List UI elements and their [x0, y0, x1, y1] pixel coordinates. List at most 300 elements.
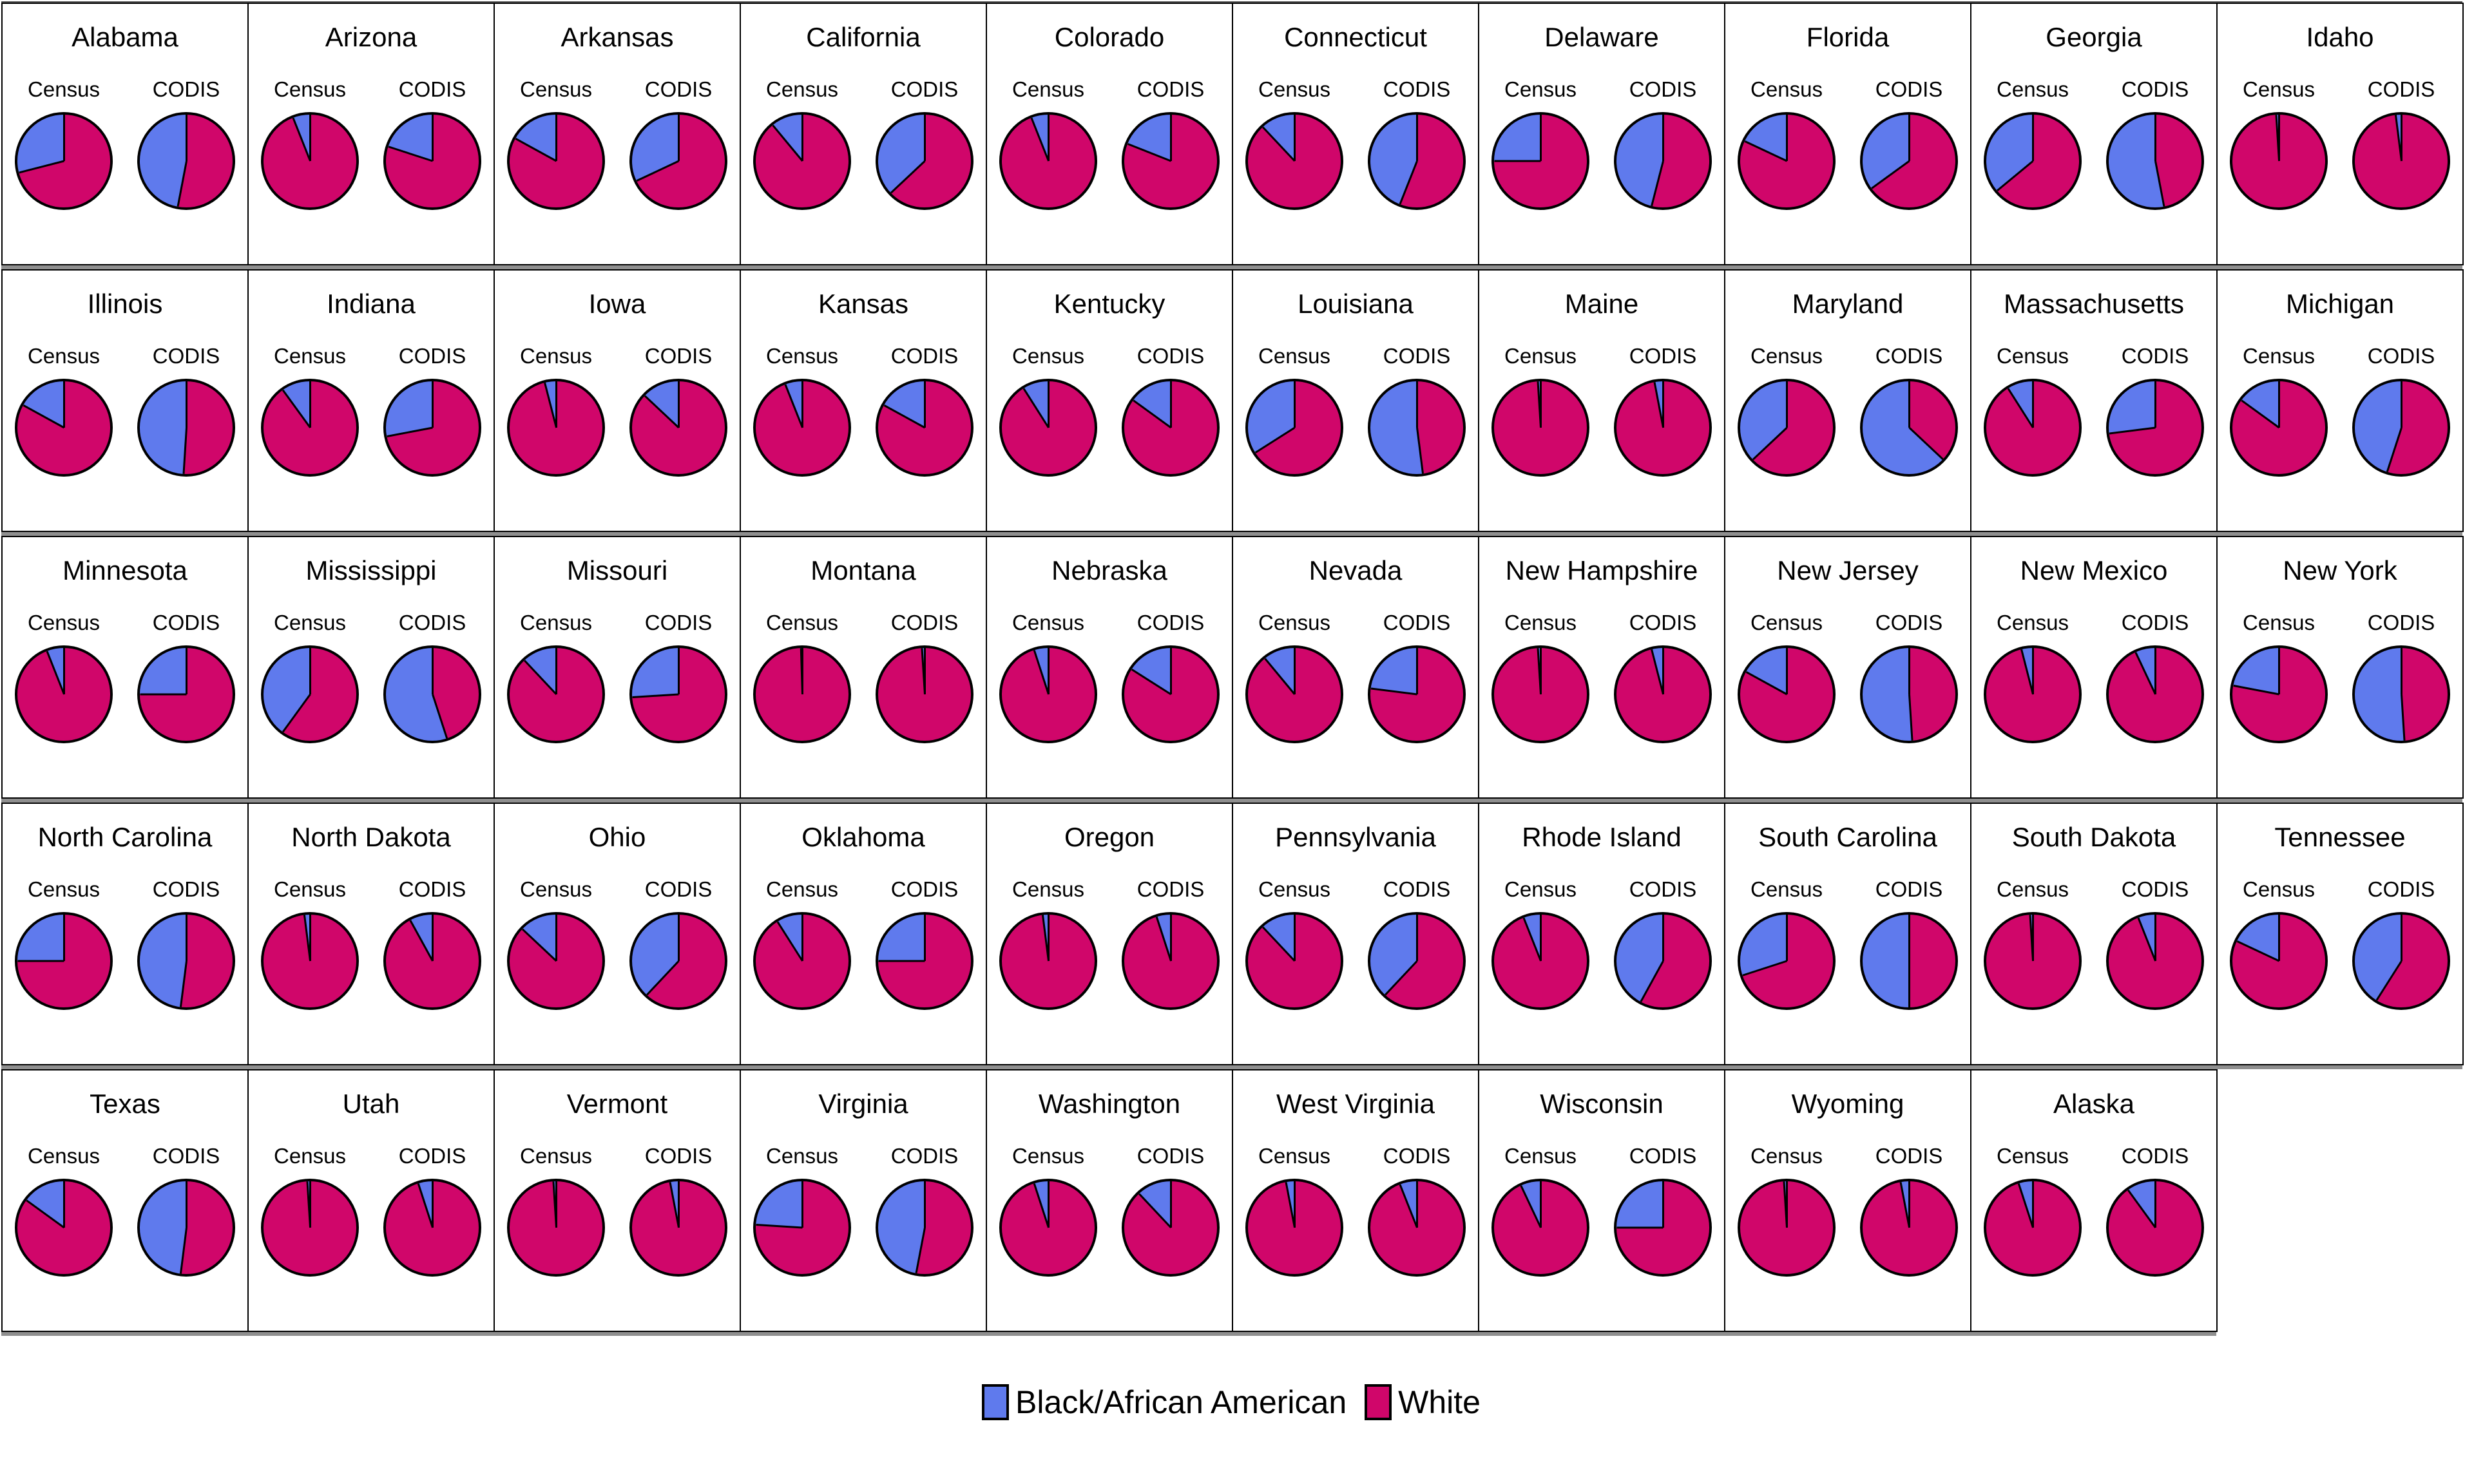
codis-pie-slot — [1602, 1179, 1724, 1277]
census-pie — [261, 379, 359, 477]
census-pie-slot — [3, 379, 125, 477]
slice-boundary-top — [924, 915, 926, 961]
census-pie — [15, 912, 113, 1010]
slice-boundary — [1262, 126, 1295, 162]
codis-label: CODIS — [644, 344, 713, 368]
state-title: Pennsylvania — [1275, 822, 1436, 852]
pie-pair-labels — [741, 77, 986, 102]
codis-label: CODIS — [1136, 1144, 1205, 1168]
state-cell-north-dakota — [247, 803, 495, 1065]
codis-pie — [1122, 1179, 1220, 1277]
census-pie — [1491, 112, 1589, 210]
census-pie-slot — [3, 1179, 125, 1277]
census-pie — [1491, 645, 1589, 743]
slice-boundary-top — [1908, 115, 1910, 161]
census-label: Census — [766, 611, 838, 634]
codis-pie — [629, 112, 727, 210]
codis-label: CODIS — [1383, 344, 1451, 368]
census-pie — [1245, 645, 1343, 743]
pie-pair — [1971, 379, 2216, 477]
census-pie-slot — [1725, 112, 1848, 210]
codis-label: CODIS — [2367, 877, 2435, 901]
pie-pair — [1233, 645, 1478, 743]
slice-boundary-top — [801, 915, 803, 961]
codis-pie — [1614, 379, 1712, 477]
state-cell-oklahoma — [740, 803, 987, 1065]
slice-boundary — [26, 1199, 64, 1228]
pie-pair-labels — [1971, 77, 2216, 102]
state-cell-alabama — [1, 3, 249, 265]
state-title: Arizona — [325, 22, 417, 52]
grid-row — [1, 536, 2462, 803]
slice-boundary-top — [186, 915, 187, 961]
codis-pie — [1368, 379, 1466, 477]
pie-pair-labels — [1725, 77, 1970, 102]
pie-pair-labels — [3, 1144, 247, 1168]
census-label: Census — [274, 877, 346, 901]
census-pie — [999, 1179, 1097, 1277]
pie-pair-labels — [1971, 344, 2216, 368]
codis-label: CODIS — [1875, 77, 1943, 101]
slice-boundary — [883, 404, 925, 428]
state-title: Wyoming — [1791, 1089, 1904, 1119]
slice-boundary-top — [432, 381, 434, 428]
slice-boundary-top — [63, 1181, 65, 1228]
pie-pair — [1233, 112, 1478, 210]
codis-label: CODIS — [890, 1144, 959, 1168]
slice-boundary — [2134, 652, 2156, 694]
slice-boundary-top — [1416, 648, 1418, 694]
slice-boundary — [644, 395, 679, 428]
codis-pie-slot — [125, 1179, 247, 1277]
state-title: Indiana — [327, 289, 416, 319]
slice-boundary — [1416, 428, 1424, 474]
slice-boundary — [890, 160, 925, 193]
pie-pair-labels — [3, 344, 247, 368]
slice-boundary — [772, 125, 803, 162]
codis-pie — [629, 645, 727, 743]
state-cell-arkansas — [494, 3, 741, 265]
pie-pair-labels — [741, 877, 986, 902]
slice-boundary-top — [186, 381, 187, 428]
codis-label: CODIS — [1136, 611, 1205, 634]
codis-pie-slot — [1356, 379, 1478, 477]
census-label: Census — [1997, 77, 2069, 101]
slice-boundary — [2127, 1190, 2156, 1228]
census-label: Census — [520, 611, 592, 634]
pie-pair — [1971, 112, 2216, 210]
census-pie-slot — [1971, 912, 2094, 1010]
slice-boundary — [179, 1228, 187, 1274]
slice-boundary — [1745, 671, 1787, 695]
slice-boundary — [1030, 118, 1049, 162]
codis-pie-slot — [371, 912, 494, 1010]
slice-boundary — [2154, 161, 2165, 207]
codis-pie-slot — [2094, 912, 2216, 1010]
slice-boundary — [1908, 961, 1910, 1007]
census-label: Census — [28, 1144, 100, 1168]
census-pie — [753, 1179, 851, 1277]
pie-pair — [1233, 379, 1478, 477]
slice-boundary — [1138, 1193, 1171, 1228]
slice-boundary-top — [2154, 648, 2156, 694]
codis-label: CODIS — [890, 344, 959, 368]
state-cell-iowa — [494, 269, 741, 532]
census-label: Census — [766, 344, 838, 368]
codis-pie-slot — [1109, 379, 1232, 477]
census-pie — [507, 645, 605, 743]
census-pie-slot — [1233, 112, 1356, 210]
codis-pie-slot — [371, 112, 494, 210]
pie-pair — [3, 912, 247, 1010]
slice-boundary — [1651, 161, 1664, 206]
slice-boundary-top — [2401, 648, 2402, 694]
census-pie — [15, 379, 113, 477]
slice-boundary-top — [1540, 915, 1542, 961]
slice-boundary — [1522, 918, 1541, 962]
codis-pie-slot — [1848, 912, 1970, 1010]
census-label: Census — [520, 1144, 592, 1168]
slice-boundary-top — [2154, 1181, 2156, 1228]
codis-pie — [876, 912, 973, 1010]
slice-boundary-top — [678, 648, 680, 694]
codis-label: CODIS — [398, 877, 466, 901]
state-title: New Hampshire — [1505, 555, 1698, 585]
codis-pie-slot — [371, 645, 494, 743]
slice-boundary-top — [1908, 381, 1910, 428]
slice-boundary — [23, 404, 64, 428]
slice-boundary — [387, 427, 432, 437]
census-label: Census — [2243, 344, 2315, 368]
pie-pair — [741, 112, 986, 210]
census-pie — [1984, 1179, 2082, 1277]
slice-boundary — [2109, 427, 2155, 435]
codis-label: CODIS — [1629, 611, 1697, 634]
state-title: Wisconsin — [1540, 1089, 1664, 1119]
codis-pie — [876, 112, 973, 210]
census-pie-slot — [741, 112, 863, 210]
slice-boundary-top — [432, 648, 434, 694]
state-title: Maine — [1564, 289, 1639, 319]
slice-boundary-top — [924, 1181, 926, 1228]
state-title: Illinois — [87, 289, 163, 319]
pie-pair-labels — [1233, 77, 1478, 102]
pie-pair — [3, 379, 247, 477]
census-pie-slot — [1971, 112, 2094, 210]
codis-label: CODIS — [890, 611, 959, 634]
codis-label: CODIS — [644, 1144, 713, 1168]
slice-boundary — [17, 960, 64, 962]
codis-label: CODIS — [644, 877, 713, 901]
census-pie-slot — [1233, 379, 1356, 477]
legend-label-black-african-american: Black/African American — [1015, 1384, 1347, 1420]
codis-label: CODIS — [398, 77, 466, 101]
slice-boundary — [1616, 1227, 1663, 1229]
slice-boundary-top — [63, 648, 65, 694]
slice-boundary — [1640, 960, 1664, 1002]
state-cell-south-dakota — [1970, 803, 2218, 1065]
codis-pie-slot — [1602, 912, 1724, 1010]
state-cell-montana — [740, 536, 987, 799]
pie-pair-labels — [1479, 1144, 1724, 1168]
state-pie-grid — [1, 1, 2462, 1336]
pie-pair-labels — [249, 611, 494, 635]
slice-boundary-top — [801, 1181, 803, 1228]
slice-boundary-top — [2278, 381, 2280, 428]
codis-pie — [876, 1179, 973, 1277]
pie-pair-labels — [741, 344, 986, 368]
codis-label: CODIS — [2121, 611, 2189, 634]
state-cell-wisconsin — [1478, 1069, 1725, 1332]
codis-label: CODIS — [152, 1144, 220, 1168]
state-title: Michigan — [2285, 289, 2395, 319]
state-cell-indiana — [247, 269, 495, 532]
state-title: Nebraska — [1051, 555, 1167, 585]
pie-pair-labels — [1479, 344, 1724, 368]
codis-pie — [1122, 912, 1220, 1010]
census-pie — [1491, 1179, 1589, 1277]
census-pie-slot — [495, 112, 617, 210]
census-pie — [999, 645, 1097, 743]
census-pie-slot — [987, 645, 1109, 743]
codis-label: CODIS — [2121, 877, 2189, 901]
slice-boundary — [140, 694, 186, 696]
state-title: Alabama — [72, 22, 178, 52]
census-pie-slot — [1971, 379, 2094, 477]
slice-boundary-top — [2154, 115, 2156, 161]
chart-legend — [0, 1384, 2474, 1421]
codis-pie-slot — [2094, 1179, 2216, 1277]
slice-boundary-top — [432, 915, 434, 961]
codis-label: CODIS — [398, 611, 466, 634]
codis-pie-slot — [371, 379, 494, 477]
slice-boundary-top — [678, 381, 680, 428]
state-title: Minnesota — [62, 555, 187, 585]
state-title: Montana — [810, 555, 916, 585]
census-label: Census — [28, 877, 100, 901]
codis-pie — [1860, 645, 1958, 743]
codis-pie-slot — [1356, 645, 1478, 743]
codis-pie-slot — [1356, 912, 1478, 1010]
pie-pair — [1479, 112, 1724, 210]
codis-pie-slot — [1109, 912, 1232, 1010]
state-cell-virginia — [740, 1069, 987, 1332]
census-pie-slot — [2218, 912, 2340, 1010]
codis-pie-slot — [863, 645, 986, 743]
codis-pie-slot — [617, 379, 740, 477]
state-title: New Mexico — [2020, 555, 2168, 585]
codis-label: CODIS — [1136, 877, 1205, 901]
census-pie-slot — [1725, 1179, 1848, 1277]
state-title: Virginia — [818, 1089, 908, 1119]
codis-label: CODIS — [2121, 344, 2189, 368]
census-pie-slot — [1971, 645, 2094, 743]
census-pie — [2230, 379, 2328, 477]
slice-boundary-top — [1170, 915, 1172, 961]
census-pie-slot — [495, 912, 617, 1010]
pie-pair-labels — [2218, 77, 2462, 102]
slice-boundary — [2375, 960, 2402, 1000]
codis-pie — [2106, 1179, 2204, 1277]
state-title: Vermont — [566, 1089, 668, 1119]
codis-pie — [1122, 112, 1220, 210]
pie-pair-labels — [1725, 1144, 1970, 1168]
codis-pie — [629, 912, 727, 1010]
census-pie-slot — [1479, 1179, 1602, 1277]
census-pie — [507, 1179, 605, 1277]
codis-pie-slot — [1602, 379, 1724, 477]
census-pie-slot — [741, 379, 863, 477]
census-pie-slot — [2218, 112, 2340, 210]
census-label: Census — [1012, 1144, 1084, 1168]
slice-boundary — [1131, 669, 1171, 695]
census-pie-slot — [495, 645, 617, 743]
slice-boundary — [182, 428, 187, 474]
codis-label: CODIS — [2121, 77, 2189, 101]
state-cell-georgia — [1970, 3, 2218, 265]
codis-pie-slot — [1848, 379, 1970, 477]
state-title: West Virginia — [1276, 1089, 1435, 1119]
codis-pie-slot — [1109, 1179, 1232, 1277]
codis-pie — [137, 112, 235, 210]
slice-boundary — [521, 929, 557, 962]
codis-pie-slot — [1848, 645, 1970, 743]
state-cell-new-york — [2216, 536, 2464, 799]
slice-boundary — [636, 160, 678, 182]
census-pie — [261, 645, 359, 743]
codis-label: CODIS — [2121, 1144, 2189, 1168]
census-pie — [1738, 912, 1836, 1010]
state-cell-idaho — [2216, 3, 2464, 265]
census-label: Census — [1012, 344, 1084, 368]
census-pie-slot — [249, 1179, 371, 1277]
state-cell-oregon — [986, 803, 1233, 1065]
slice-boundary-top — [1540, 1181, 1542, 1228]
slice-boundary-top — [63, 115, 65, 161]
census-pie — [15, 645, 113, 743]
slice-boundary — [388, 146, 432, 162]
slice-boundary-top — [63, 381, 65, 428]
slice-boundary — [46, 651, 64, 695]
grid-row — [1, 1069, 2216, 1336]
state-cell-california — [740, 3, 987, 265]
slice-boundary-top — [186, 1181, 187, 1228]
census-pie-slot — [2218, 645, 2340, 743]
slice-boundary-top — [1416, 915, 1418, 961]
pie-pair — [987, 645, 1232, 743]
census-pie — [1738, 1179, 1836, 1277]
census-label: Census — [274, 77, 346, 101]
census-pie-slot — [1479, 379, 1602, 477]
codis-pie — [629, 1179, 727, 1277]
pie-pair-labels — [3, 877, 247, 902]
codis-label: CODIS — [152, 77, 220, 101]
state-cell-illinois — [1, 269, 249, 532]
census-label: Census — [1258, 611, 1330, 634]
legend-swatch-white — [1365, 1384, 1392, 1420]
pie-pair — [249, 645, 494, 743]
codis-pie-slot — [617, 912, 740, 1010]
codis-pie — [2352, 379, 2450, 477]
codis-label: CODIS — [2367, 611, 2435, 634]
state-cell-michigan — [2216, 269, 2464, 532]
slice-boundary-top — [309, 648, 311, 694]
codis-label: CODIS — [1629, 344, 1697, 368]
state-cell-kentucky — [986, 269, 1233, 532]
census-pie — [1491, 912, 1589, 1010]
codis-pie-slot — [617, 645, 740, 743]
census-label: Census — [274, 611, 346, 634]
state-cell-delaware — [1478, 3, 1725, 265]
pie-pair — [987, 912, 1232, 1010]
slice-boundary — [2007, 388, 2033, 428]
census-pie — [507, 379, 605, 477]
state-title: Alaska — [2053, 1089, 2135, 1119]
census-pie — [1491, 379, 1589, 477]
slice-boundary-top — [1786, 381, 1788, 428]
census-pie — [1245, 1179, 1343, 1277]
state-title: Utah — [342, 1089, 400, 1119]
census-label: Census — [1012, 877, 1084, 901]
codis-pie-slot — [617, 1179, 740, 1277]
state-cell-nebraska — [986, 536, 1233, 799]
slice-boundary — [1399, 160, 1417, 204]
state-title: Florida — [1806, 22, 1890, 52]
codis-label: CODIS — [1629, 77, 1697, 101]
census-pie — [507, 112, 605, 210]
slice-boundary-top — [1908, 915, 1910, 961]
census-label: Census — [766, 877, 838, 901]
pie-pair — [495, 1179, 740, 1277]
codis-label: CODIS — [1629, 1144, 1697, 1168]
slice-boundary — [2233, 685, 2279, 695]
slice-boundary-top — [2032, 381, 2034, 428]
slice-boundary-top — [678, 115, 680, 161]
state-cell-alaska — [1970, 1069, 2218, 1332]
census-label: Census — [1258, 344, 1330, 368]
state-cell-rhode-island — [1478, 803, 1725, 1065]
codis-pie — [1368, 645, 1466, 743]
slice-boundary — [646, 960, 679, 996]
codis-pie-slot — [2094, 645, 2216, 743]
codis-pie — [2106, 912, 2204, 1010]
census-pie — [1738, 645, 1836, 743]
pie-pair-labels — [987, 611, 1232, 635]
state-title: Texas — [90, 1089, 160, 1119]
pie-pair-labels — [1233, 1144, 1478, 1168]
slice-boundary — [1385, 960, 1417, 996]
census-label: Census — [1258, 877, 1330, 901]
codis-label: CODIS — [1136, 77, 1205, 101]
codis-pie — [2106, 379, 2204, 477]
census-label: Census — [28, 611, 100, 634]
pie-pair-labels — [2218, 611, 2462, 635]
census-pie-slot — [249, 912, 371, 1010]
codis-pie-slot — [1848, 112, 1970, 210]
census-label: Census — [1750, 344, 1823, 368]
state-title: Missouri — [566, 555, 668, 585]
state-title: Louisiana — [1298, 289, 1414, 319]
pie-pair — [1479, 379, 1724, 477]
codis-pie-slot — [125, 912, 247, 1010]
pie-pair-labels — [1233, 344, 1478, 368]
slice-boundary-top — [309, 381, 311, 428]
census-label: Census — [520, 344, 592, 368]
codis-label: CODIS — [2367, 344, 2435, 368]
pie-pair-labels — [1971, 611, 2216, 635]
slice-boundary-top — [186, 115, 187, 161]
pie-pair-labels — [1971, 1144, 2216, 1168]
